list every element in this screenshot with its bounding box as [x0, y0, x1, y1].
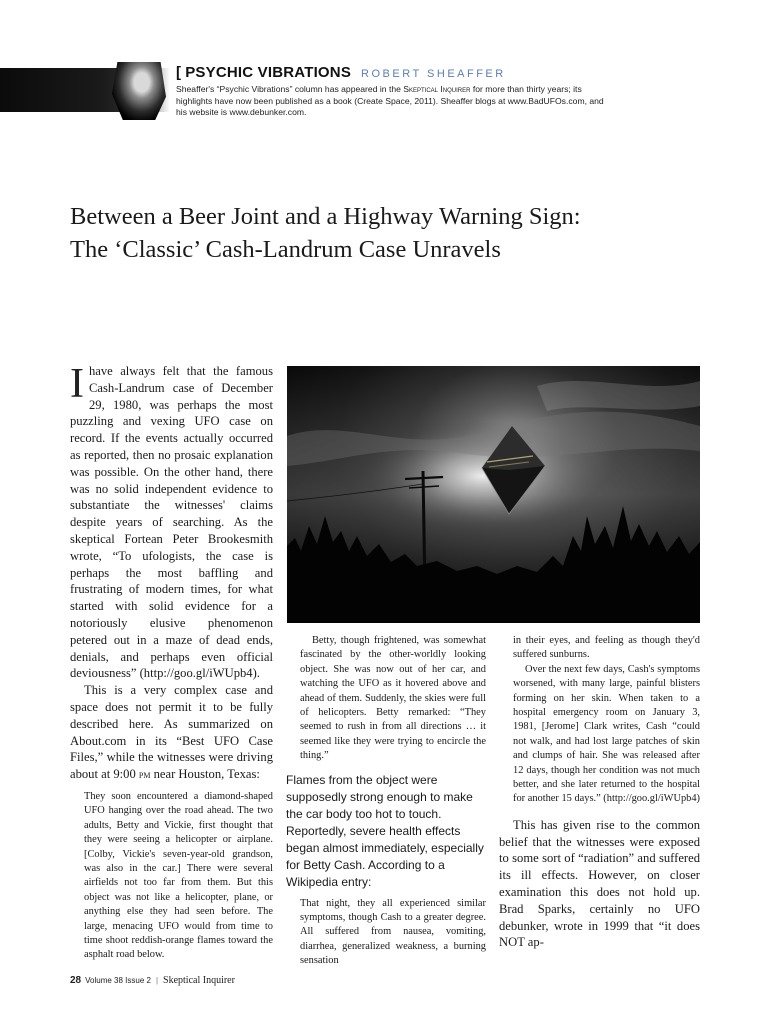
paragraph-2 — [70, 682, 273, 784]
page-footer — [70, 975, 235, 986]
blurb-magazine: Skeptical Inquirer — [403, 84, 471, 94]
column-bracket: [ — [176, 64, 182, 81]
text-column-2 — [286, 634, 486, 969]
time-suffix: pm — [138, 769, 151, 782]
blurb-part-1: Sheaffer's “Psychic Vibrations” column has appeared in the — [176, 84, 404, 94]
ufo-illustration — [287, 366, 700, 623]
author-portrait — [0, 62, 170, 120]
text-column-1 — [70, 363, 273, 963]
blockquote-betty: Betty, though frightened, was somewhat fascinated by the other-worldly looking object. She was now out of her car, and watching the UFO as it hovered above and ahead of them. Suddenly, the skies were full of helicopters. Betty remarked: “They seemed to rush in from all directions … it seemed like they were trying to encircle the thing.” — [300, 635, 486, 762]
paragraph-2-text-b: near Houston, Texas: — [150, 767, 260, 782]
column-header — [0, 62, 768, 128]
headline-line-2: The ‘Classic’ Cash-Landrum Case Unravels — [70, 236, 501, 263]
magazine-name: Skeptical Inquirer — [163, 975, 235, 986]
paragraph-flames: Flames from the object were supposedly strong enough to make the car body too hot to touch. Reportedly, severe health effects began almost immediately, especially for Betty Cash. According to a Wikipedia entry: — [286, 772, 484, 889]
blockquote-symptoms: Over the next few days, Cash's symptoms worsened, with many large, painful blisters forming on her skin. When taken to a hospital emergency room on January 3, 1981, [Jerome] Clark writes, Cash “could not walk, and had lost large patches of skin and clumps of hair. She was released after 12 days, though her condition was not much better, and she later returned to the hospital for another 15 days.” (http://goo.gl/iWUpb4) — [513, 663, 700, 805]
intro-text: have always felt that the famous Cash-Landrum case of December 29, 1980, was perhaps the most puzzling and vexing UFO case on record. If the events actually occurred as reported, then no prosaic explanation was possible. On the other hand, there was no solid independent evidence to substantiate the witnesses' claims despite years of searching. As the skeptical Fortean Peter Brookesmith wrote, “To ufologists, the case is perhaps the most baffling and frustrating of modern times, for what started with solid evidence for a notoriously elusive phenomenon petered out in a maze of dead ends, denials, and perhaps even official deviousness” (http://goo.gl/iWUpb4). — [70, 364, 273, 681]
intro-paragraph — [70, 363, 273, 682]
column-blurb — [176, 84, 616, 119]
paragraph-2-text-a: This is a very complex case and space does not permit it to be fully described here. As summarized on About.com in its “Best UFO Case Files,” while the witnesses were driving about at 9:00 — [70, 683, 273, 782]
blurb-part-2: for more than thirty years; its highlights have now been published as a book (Create Space, 2011). Sheaffer blogs at www.BadUFOs.com, and his website is www.debunker.com. — [176, 84, 604, 118]
paragraph-radiation: This has given rise to the common belief that the witnesses were exposed to some sort of “radiation” and suffered its ill effects. However, on closer examination this does not hold up. Brad Sparks, certainly no UFO debunker, wrote in 1999 that “it does NOT ap- — [499, 817, 700, 950]
article-headline — [70, 200, 710, 266]
issue-info: Volume 38 Issue 2 — [85, 976, 151, 985]
column-name: PSYCHIC VIBRATIONS — [185, 64, 352, 81]
portrait-face — [112, 62, 166, 120]
ufo-scene — [287, 366, 700, 623]
blockquote-about: They soon encountered a diamond-shaped UFO hanging over the road ahead. The two adults, Betty and Vickie, first thought that they were seeing a helicopter or airplane. [Colby, Vickie's seven-year-old grandson, was also in the car.] There were several airfields not too far from them. But this object was not like a helicopter, plane, or anything else they had seen before. The large, menacing UFO would from time to time shoot reddish-orange flames toward the asphalt road below. — [84, 790, 273, 961]
headline-line-1: Between a Beer Joint and a Highway Warning Sign: — [70, 203, 581, 230]
footer-separator: | — [155, 976, 159, 985]
drop-cap: I — [70, 361, 84, 407]
page-number: 28 — [70, 975, 82, 986]
column-title — [176, 64, 506, 81]
text-column-3 — [499, 634, 700, 951]
cloud-wisp — [537, 381, 700, 411]
blockquote-wikipedia-cont: in their eyes, and feeling as though they'd suffered sunburns. — [513, 635, 700, 661]
blockquote-wikipedia: That night, they all experienced similar symptoms, though Cash to a greater degree. All suffered from nausea, vomiting, diarrhea, generalized weakness, a burning sensation — [300, 897, 486, 967]
column-author: ROBERT SHEAFFER — [361, 68, 506, 80]
